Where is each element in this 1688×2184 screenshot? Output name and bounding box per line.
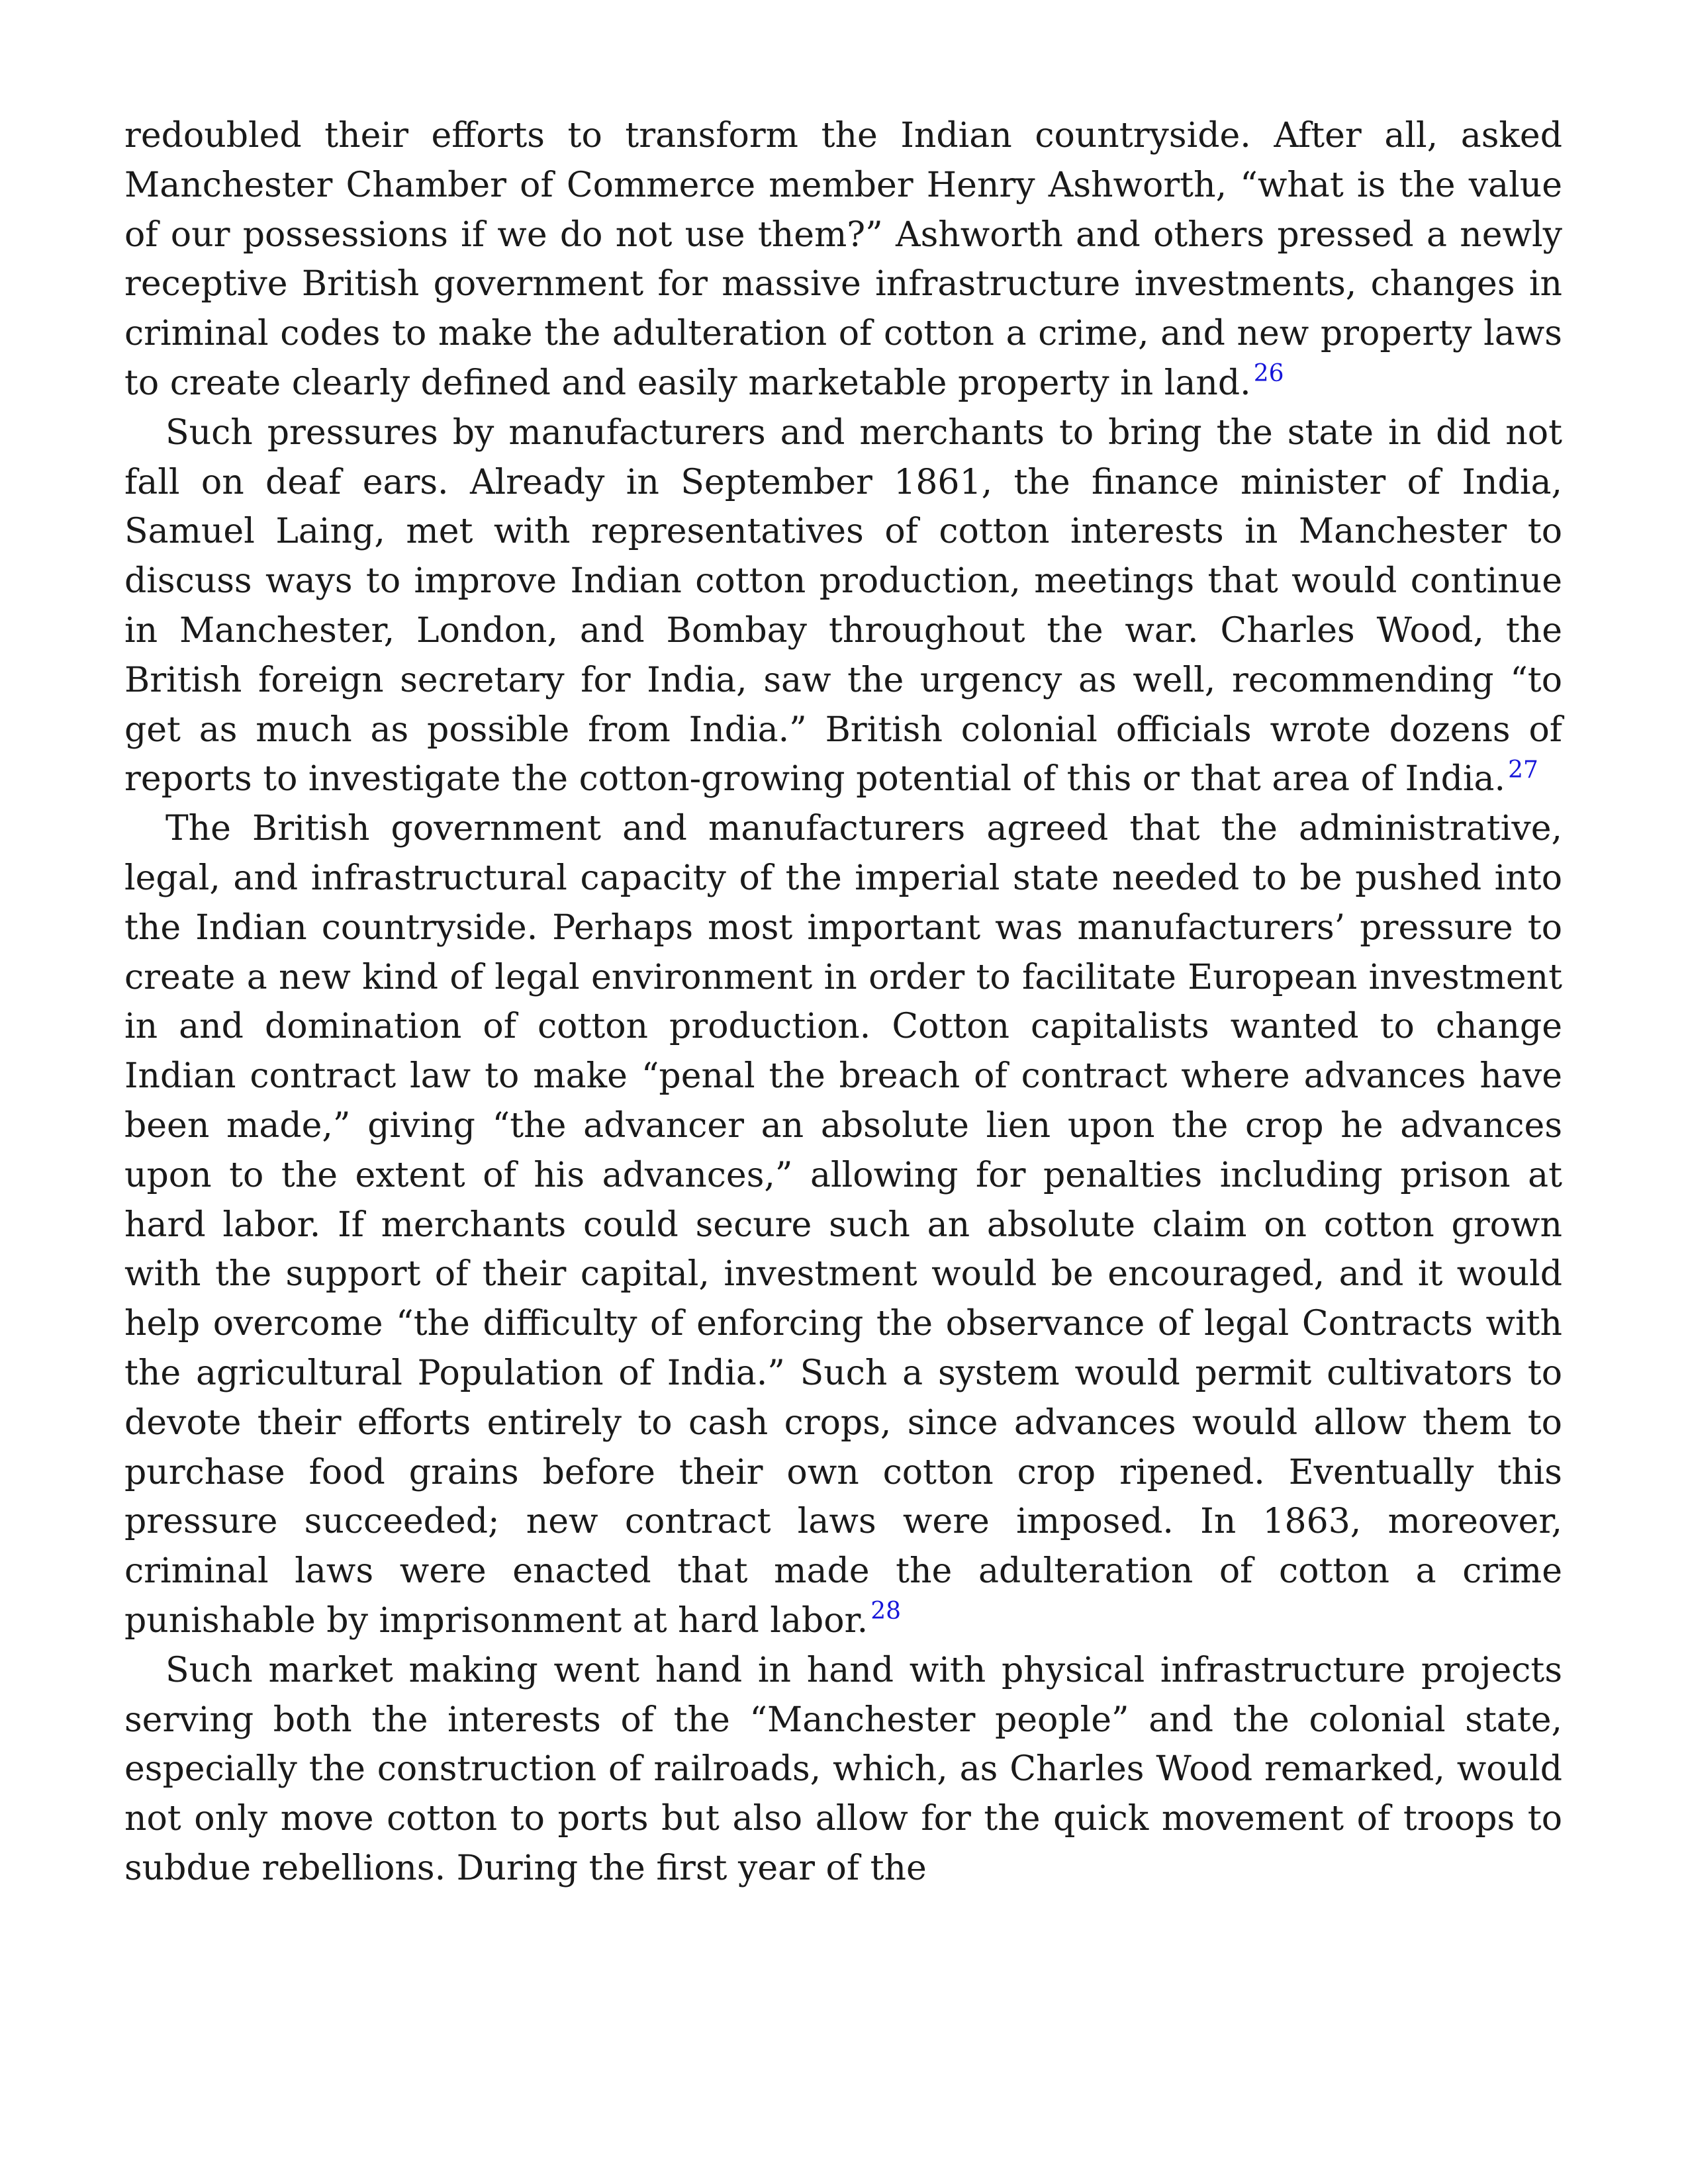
footnote-link-27[interactable]: 27	[1508, 756, 1538, 784]
paragraph-2	[124, 408, 1562, 804]
paragraph-4	[124, 1646, 1562, 1893]
paragraph-1	[124, 111, 1562, 408]
footnote-link-26[interactable]: 26	[1253, 360, 1284, 388]
paragraph-text: redoubled their efforts to transform the Indian countryside. After all, asked Manchester Chamber of Commerce member Henry Ashworth, “what is the value of our possessions if we do not use them?” Ashworth and others pressed a newly receptive British government for massive infrastructure investments, changes in criminal codes to make the adulteration of cotton a crime, and new property laws to create clearly defined and easily marketable property in land.	[124, 116, 1562, 403]
page-body	[124, 111, 1562, 1893]
paragraph-text: The British government and manufacturers agreed that the administrative, legal, and infrastructural capacity of the imperial state needed to be pushed into the Indian countryside. Perhaps most important was manufacturers’ pressure to create a new kind of legal environment in order to facilitate European investment in and domination of cotton production. Cotton capitalists wanted to change Indian contract law to make “penal the breach of contract where advances have been made,” giving “the advancer an absolute lien upon the crop he advances upon to the extent of his advances,” allowing for penalties including prison at hard labor. If merchants could secure such an absolute claim on cotton grown with the support of their capital, investment would be encouraged, and it would help overcome “the difficulty of enforcing the observance of legal Contracts with the agricultural Population of India.” Such a system would permit cultivators to devote their efforts entirely to cash crops, since advances would allow them to purchase food grains before their own cotton crop ripened. Eventually this pressure succeeded; new contract laws were imposed. In 1863, moreover, criminal laws were enacted that made the adulteration of cotton a crime punishable by imprisonment at hard labor.	[124, 809, 1562, 1641]
paragraph-3	[124, 804, 1562, 1646]
footnote-link-28[interactable]: 28	[870, 1598, 901, 1625]
paragraph-text: Such pressures by manufacturers and merchants to bring the state in did not fall on deaf ears. Already in September 1861, the finance minister of India, Samuel Laing, met with representatives of cotton interests in Manchester to discuss ways to improve Indian cotton production, meetings that would continue in Manchester, London, and Bombay throughout the war. Charles Wood, the British foreign secretary for India, saw the urgency as well, recommending “to get as much as possible from India.” British colonial officials wrote dozens of reports to investigate the cotton-growing potential of this or that area of India.	[124, 412, 1562, 799]
paragraph-text: Such market making went hand in hand with physical infrastructure projects serving both the interests of the “Manchester people” and the colonial state, especially the construction of railroads, which, as Charles Wood remarked, would not only move cotton to ports but also allow for the quick movement of troops to subdue rebellions. During the first year of the	[124, 1650, 1562, 1888]
